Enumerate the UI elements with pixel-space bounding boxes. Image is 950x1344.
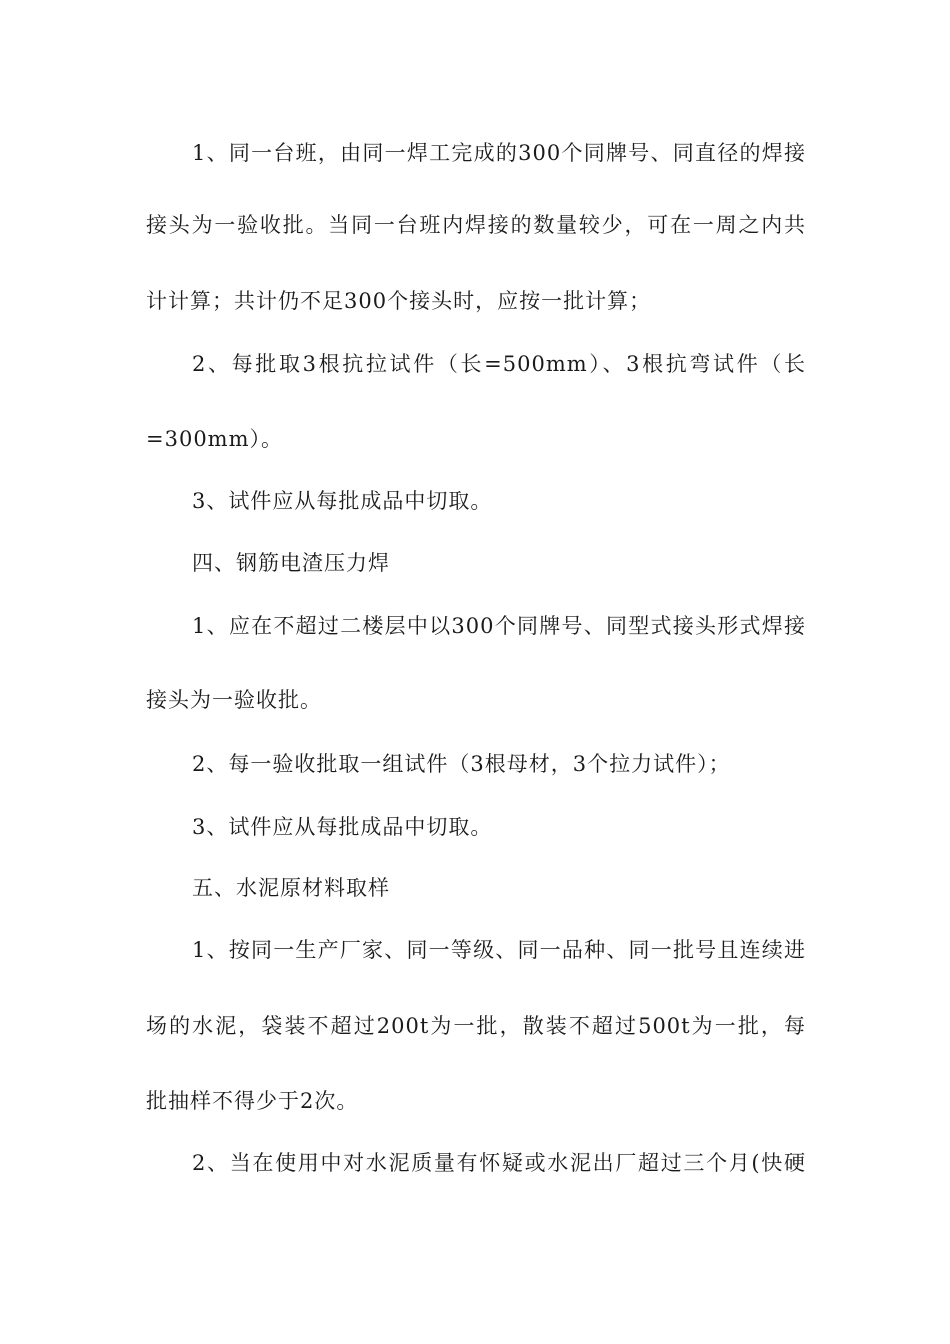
text-line: 3、试件应从每批成品中切取。 [192,489,493,513]
text-line: =300mm）。 [146,427,284,451]
text-line: 接头为一验收批。 [146,688,322,712]
text-line: 1、按同一生产厂家、同一等级、同一品种、同一批号且连续进 [192,938,806,962]
text-line: 2、每一验收批取一组试件（3根母材，3个拉力试件）； [192,752,731,776]
text-line: 计计算；共计仍不足300个接头时，应按一批计算； [146,289,652,313]
text-line: 接头为一验收批。当同一台班内焊接的数量较少，可在一周之内共 [146,213,806,237]
text-line: 场的水泥，袋装不超过200t为一批，散装不超过500t为一批，每 [146,1014,806,1038]
text-line: 1、应在不超过二楼层中以300个同牌号、同型式接头形式焊接 [192,614,806,638]
text-line: 批抽样不得少于2次。 [146,1089,359,1113]
text-line: 3、试件应从每批成品中切取。 [192,815,493,839]
text-line: 2、每批取3根抗拉试件（长=500mm）、3根抗弯试件（长 [192,352,806,376]
text-line: 1、同一台班，由同一焊工完成的300个同牌号、同直径的焊接 [192,141,806,165]
section-heading: 五、水泥原材料取样 [192,876,390,900]
section-heading: 四、钢筋电渣压力焊 [192,551,390,575]
text-line: 2、当在使用中对水泥质量有怀疑或水泥出厂超过三个月(快硬 [192,1151,806,1175]
